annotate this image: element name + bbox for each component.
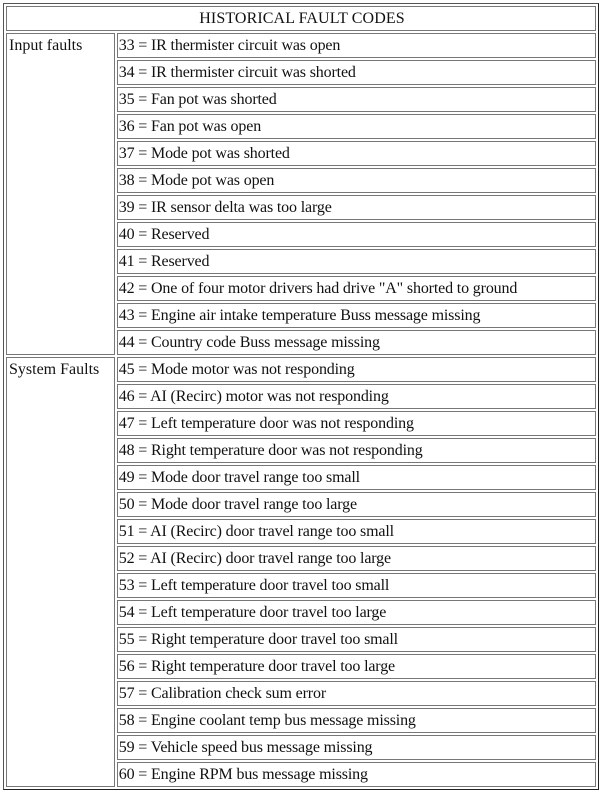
fault-code-cell: 57 = Calibration check sum error [117,681,596,706]
table-row [6,33,596,58]
table-header-row [6,6,596,31]
fault-code-cell: 53 = Left temperature door travel too small [117,573,596,598]
fault-code-cell: 36 = Fan pot was open [117,114,596,139]
fault-code-cell: 39 = IR sensor delta was too large [117,195,596,220]
fault-code-cell: 50 = Mode door travel range too large [117,492,596,517]
fault-code-cell: 49 = Mode door travel range too small [117,465,596,490]
fault-code-cell: 45 = Mode motor was not responding [117,357,596,382]
fault-code-document [3,3,599,790]
fault-code-cell: 43 = Engine air intake temperature Buss message missing [117,303,596,328]
fault-code-cell: 55 = Right temperature door travel too small [117,627,596,652]
fault-code-cell: 52 = AI (Recirc) door travel range too large [117,546,596,571]
fault-code-table [3,3,599,790]
fault-code-cell: 35 = Fan pot was shorted [117,87,596,112]
table-row [6,357,596,382]
fault-code-cell: 44 = Country code Buss message missing [117,330,596,355]
fault-code-cell: 33 = IR thermister circuit was open [117,33,596,58]
table-body [6,33,596,787]
fault-code-cell: 41 = Reserved [117,249,596,274]
fault-code-cell: 58 = Engine coolant temp bus message missing [117,708,596,733]
fault-code-cell: 40 = Reserved [117,222,596,247]
table-title: HISTORICAL FAULT CODES [6,6,596,31]
fault-code-cell: 48 = Right temperature door was not responding [117,438,596,463]
fault-code-cell: 54 = Left temperature door travel too large [117,600,596,625]
fault-code-cell: 37 = Mode pot was shorted [117,141,596,166]
fault-code-cell: 38 = Mode pot was open [117,168,596,193]
fault-code-cell: 46 = AI (Recirc) motor was not responding [117,384,596,409]
fault-code-cell: 59 = Vehicle speed bus message missing [117,735,596,760]
fault-code-cell: 42 = One of four motor drivers had drive "A" shorted to ground [117,276,596,301]
fault-code-cell: 51 = AI (Recirc) door travel range too small [117,519,596,544]
fault-code-cell: 60 = Engine RPM bus message missing [117,762,596,787]
fault-group-label: Input faults [6,33,115,355]
fault-group-label: System Faults [6,357,115,787]
fault-code-cell: 34 = IR thermister circuit was shorted [117,60,596,85]
fault-code-cell: 47 = Left temperature door was not responding [117,411,596,436]
fault-code-cell: 56 = Right temperature door travel too large [117,654,596,679]
